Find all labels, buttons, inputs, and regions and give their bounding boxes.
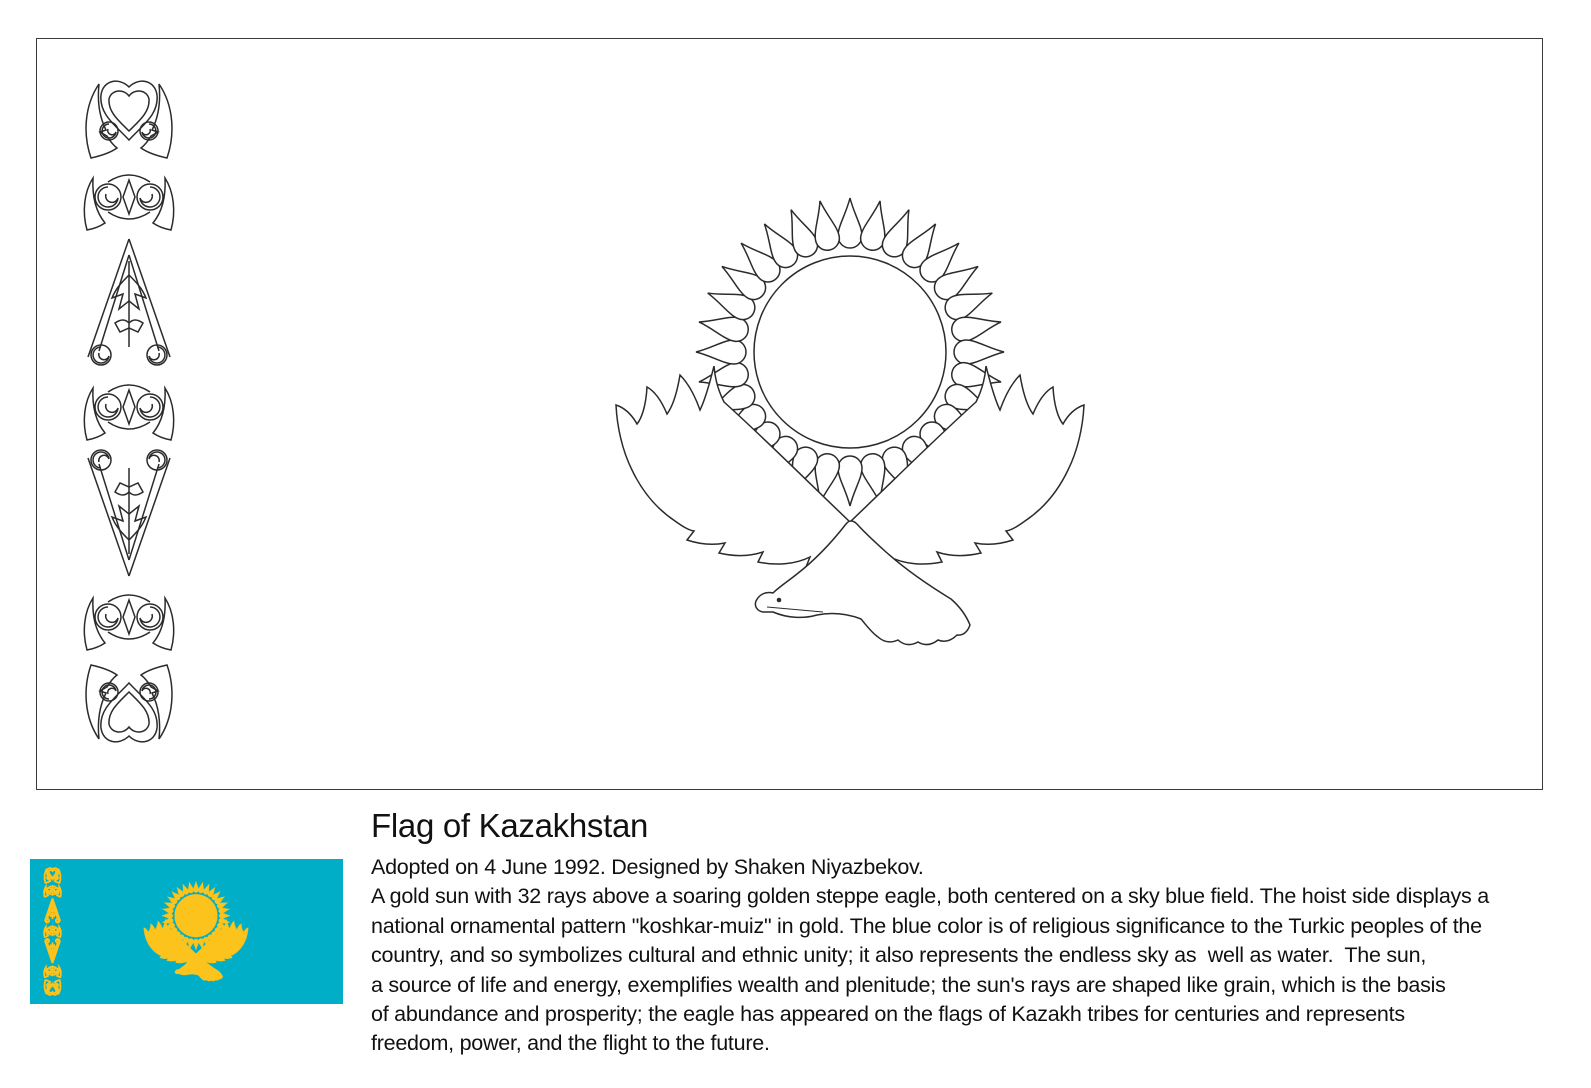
flag-adoption-note: Adopted on 4 June 1992. Designed by Shaken Niyazbekov. [371, 855, 924, 879]
kazakhstan-flag-thumbnail [30, 859, 343, 1004]
hoist-ornament-gold [43, 867, 62, 996]
flag-title: Flag of Kazakhstan [371, 807, 649, 844]
flag-description-lines [371, 882, 1587, 1058]
flag-description-line: freedom, power, and the flight to the future. [371, 1031, 770, 1056]
flag-description [371, 853, 1587, 1059]
flag-description-line: country, and so symbolizes cultural and ethnic unity; it also represents the endless sky as well as water. The sun, [371, 943, 1427, 968]
flag-description-line: national ornamental pattern "koshkar-muiz" in gold. The blue color is of religious significance to the Turkic peoples of the [371, 913, 1482, 938]
sun-eagle-emblem-outline [608, 192, 1092, 662]
flag-description-line: of abundance and prosperity; the eagle has appeared on the flags of Kazakh tribes for centuries and represents [371, 1002, 1405, 1027]
flag-outline-canvas [36, 38, 1543, 790]
caption-block [371, 804, 1587, 1059]
flag-description-line: A gold sun with 32 rays above a soaring golden steppe eagle, both centered on a sky blue field. The hoist side displays a [371, 884, 1489, 909]
flag-description-line: a source of life and energy, exemplifies wealth and plenitude; the sun's rays are shaped like grain, which is the basis [371, 972, 1446, 997]
sun-eagle-emblem-gold [142, 880, 250, 985]
hoist-ornament-outline [78, 75, 180, 748]
